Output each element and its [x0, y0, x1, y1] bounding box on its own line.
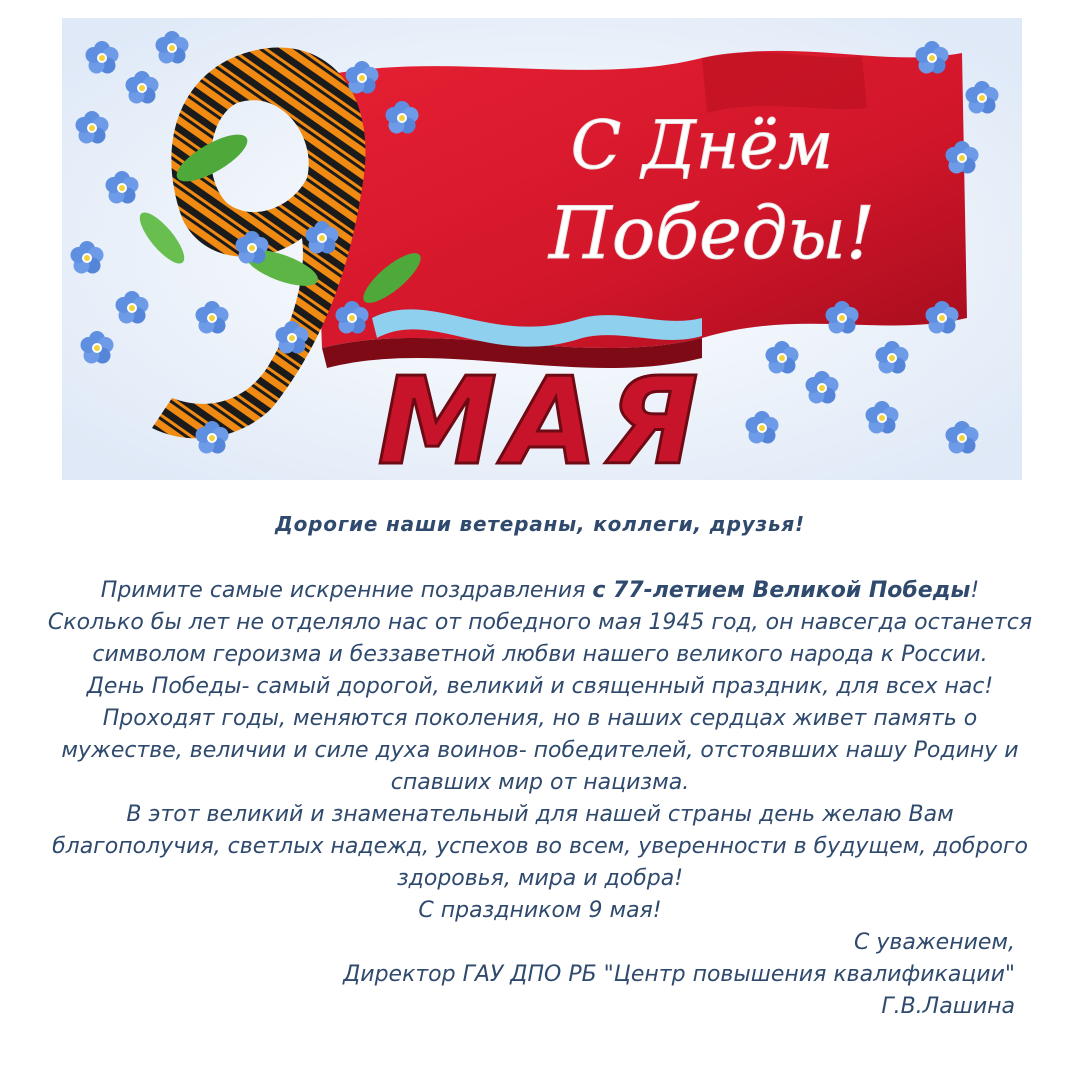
greeting-letter [40, 505, 1040, 1023]
letter-paragraph-3: День Победы- самый дорогой, великий и священный праздник, для всех нас! [86, 674, 994, 699]
letter-paragraph-5: В этот великий и знаменательный для нашей страны день желаю Вам благополучия, светлых надежд, успехов во всем, уверенности в будущем, доброго здоровья, мира и добра! [52, 802, 1028, 891]
anniversary-highlight: с 77-летием Великой Победы [592, 578, 971, 603]
letter-greeting: Дорогие наши ветераны, коллеги, друзья! [275, 512, 805, 536]
banner-title-line1: С Днём [570, 107, 834, 184]
signature-regards: С уважением, [854, 930, 1015, 955]
banner-title-line2: Победы! [549, 191, 875, 275]
banner-month: МАЯ [377, 353, 707, 480]
letter-paragraph-6: С праздником 9 мая! [418, 898, 662, 923]
letter-paragraph-2: Сколько бы лет не отделяло нас от победного мая 1945 год, он навсегда останется символом героизма и беззаветной любви нашего великого народа к России. [47, 610, 1033, 667]
letter-body [40, 575, 1040, 927]
signature-block [40, 927, 1040, 1023]
signature-position: Директор ГАУ ДПО РБ "Центр повышения квалификации" [343, 962, 1015, 987]
paragraph-1-end: ! [970, 578, 980, 603]
letter-paragraph-1 [40, 575, 1040, 607]
signature-name: Г.В.Лашина [881, 994, 1015, 1019]
letter-paragraph-4: Проходят годы, меняются поколения, но в наших сердцах живет память о мужестве, величии и силе духа воинов- победителей, отстоявших нашу Родину и спавших мир от нацизма. [61, 706, 1019, 795]
paragraph-1-start: Примите самые искренние поздравления [100, 578, 593, 603]
victory-day-banner [62, 18, 1022, 480]
